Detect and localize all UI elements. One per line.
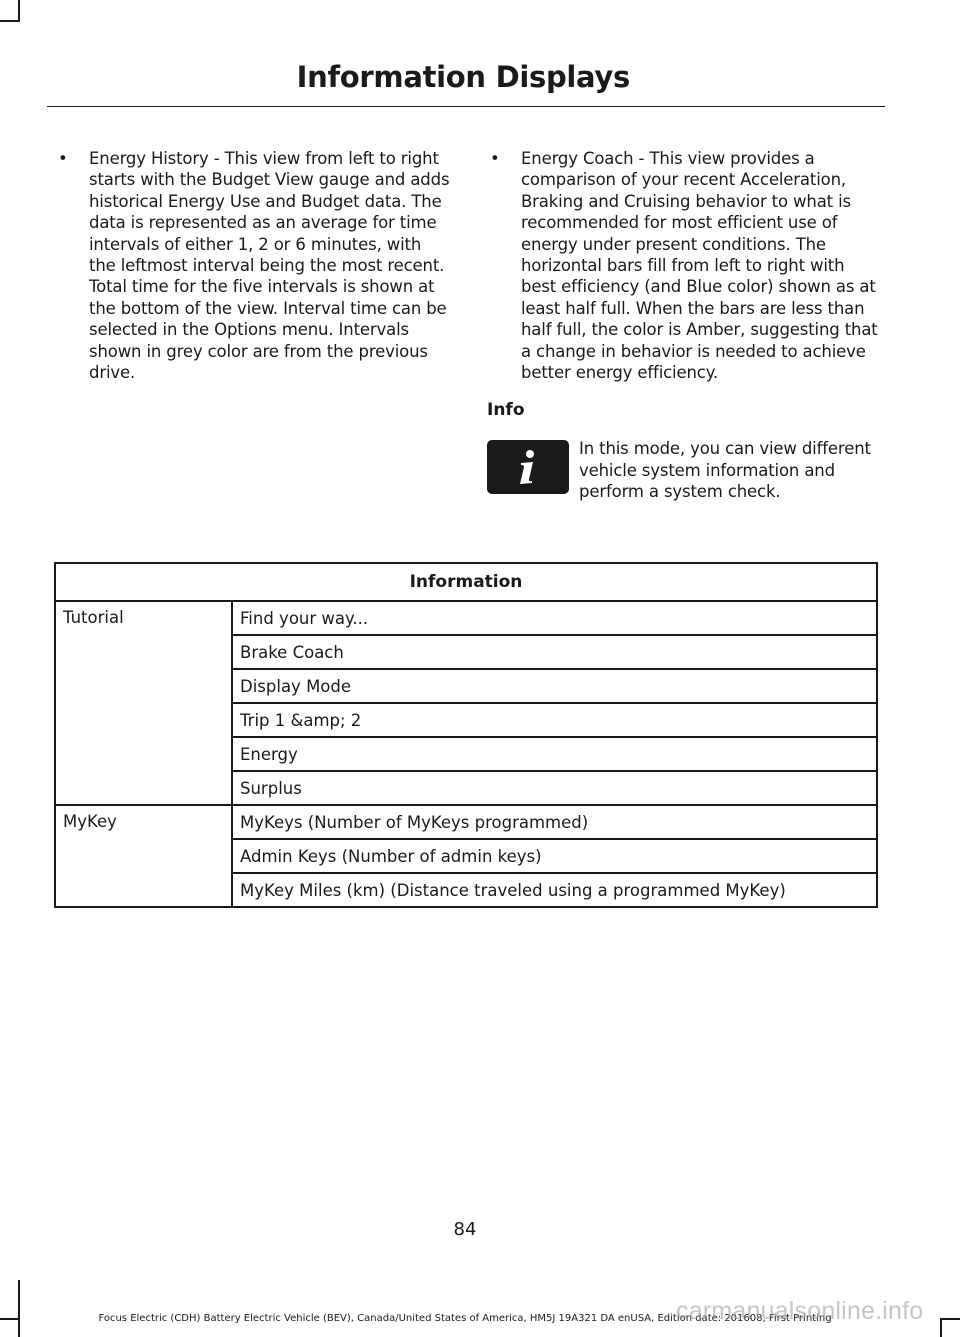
page-number: 84	[453, 1219, 477, 1240]
watermark: carmanualsonline.info	[676, 1297, 924, 1325]
crop-mark	[0, 20, 20, 22]
item-cell: MyKeys (Number of MyKeys programmed)	[232, 805, 877, 839]
item-cell: Display Mode	[232, 669, 877, 703]
table-header-row	[55, 563, 877, 601]
table-row	[55, 805, 877, 839]
item-cell: Admin Keys (Number of admin keys)	[232, 839, 877, 873]
energy-coach-bullet	[487, 148, 881, 383]
group-cell-tutorial: Tutorial	[55, 601, 232, 805]
title-divider	[47, 106, 885, 107]
information-table	[54, 562, 878, 908]
document-footer: Focus Electric (CDH) Battery Electric Vehicle (BEV), Canada/United States of America, HM5J 19A321 DA enUSA, Edition date: 201608, First Printing	[98, 1313, 832, 1324]
energy-history-bullet	[55, 148, 450, 383]
item-cell: Find your way...	[232, 601, 877, 635]
crop-mark	[18, 1280, 20, 1337]
crop-mark	[940, 1318, 960, 1320]
info-heading: Info	[487, 400, 525, 421]
item-cell: Trip 1 &amp; 2	[232, 703, 877, 737]
page-title: Information Displays	[296, 60, 630, 94]
group-cell-mykey: MyKey	[55, 805, 232, 907]
bullet-marker: •	[58, 149, 68, 168]
item-cell: MyKey Miles (km) (Distance traveled using a programmed MyKey)	[232, 873, 877, 907]
crop-mark	[940, 1318, 942, 1337]
item-cell: Surplus	[232, 771, 877, 805]
right-column	[487, 148, 881, 503]
table-title: Information	[55, 563, 877, 601]
info-i-glyph	[515, 449, 541, 485]
info-description	[487, 438, 881, 502]
info-icon	[487, 440, 569, 494]
crop-mark	[18, 0, 20, 22]
item-cell: Brake Coach	[232, 635, 877, 669]
bullet-marker: •	[490, 149, 500, 168]
energy-history-text: Energy History - This view from left to right starts with the Budget View gauge and adds historical Energy Use and Budget data. The data is represented as an average for time intervals of either 1, 2 or 6 minutes, with the leftmost interval being the most recent. Total time for the five intervals is shown at the bottom of the view. Interval time can be selected in the Options menu. Intervals shown in grey color are from the previous drive.	[89, 149, 450, 383]
info-description-text: In this mode, you can view different vehicle system information and perform a system check.	[579, 439, 871, 502]
left-column	[55, 148, 450, 383]
item-cell: Energy	[232, 737, 877, 771]
table-row	[55, 601, 877, 635]
energy-coach-text: Energy Coach - This view provides a comparison of your recent Acceleration, Braking and Cruising behavior to what is recommended for most efficient use of energy under present conditions. The horizontal bars fill from left to right with best efficiency (and Blue color) shown as at least half full. When the bars are less than half full, the color is Amber, suggesting that a change in behavior is needed to achieve better energy efficiency.	[521, 149, 878, 383]
